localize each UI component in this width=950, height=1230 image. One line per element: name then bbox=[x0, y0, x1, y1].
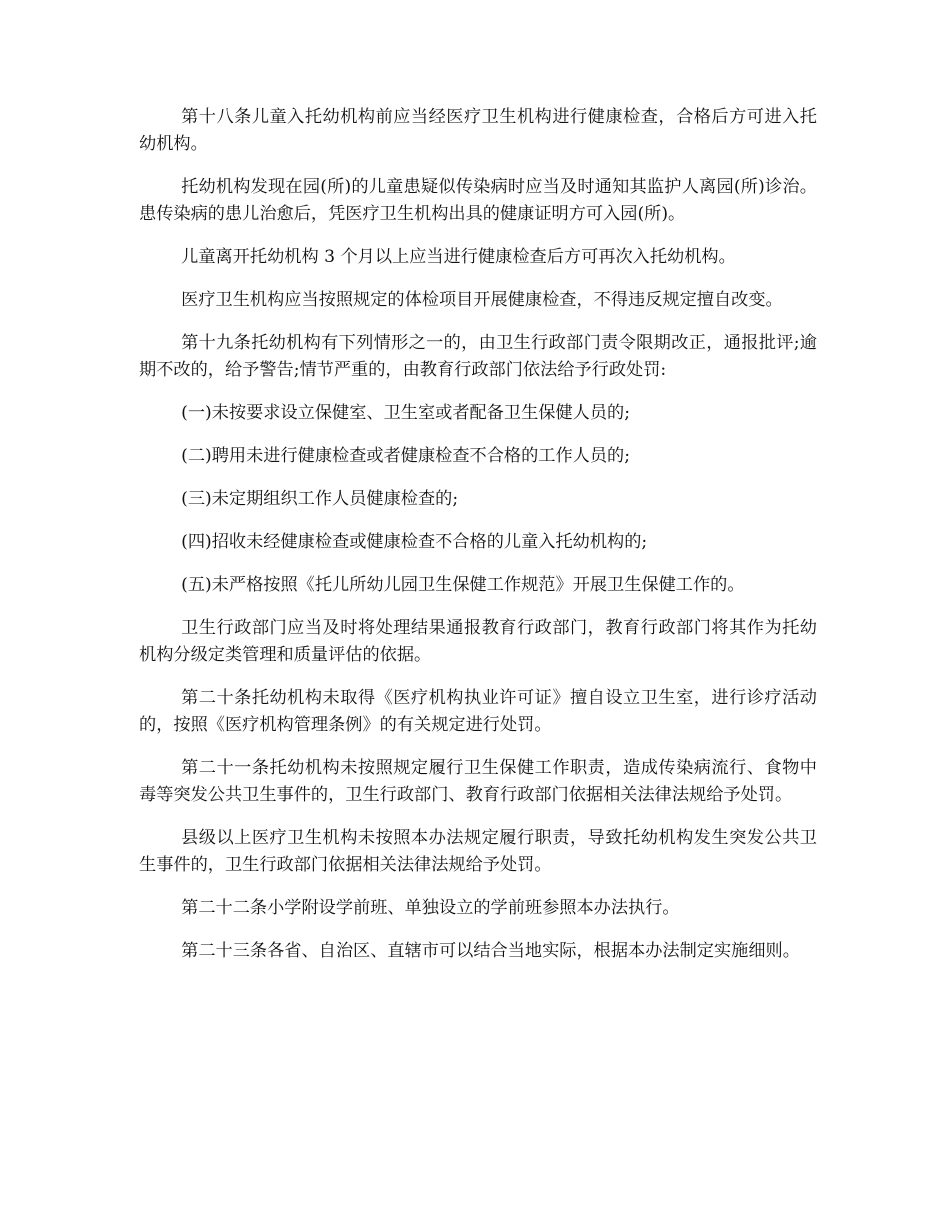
list-item-1: (一)未按要求设立保健室、卫生室或者配备卫生保健人员的; bbox=[181, 403, 631, 423]
paragraph-article-18: 第十八条儿童入托幼机构前应当经医疗卫生机构进行健康检查，合格后方可进入托幼机构。 bbox=[139, 107, 817, 154]
list-item-4: (四)招收未经健康检查或健康检查不合格的儿童入托幼机构的; bbox=[181, 532, 648, 552]
list-item-3: (三)未定期组织工作人员健康检查的; bbox=[181, 489, 459, 509]
paragraph-article-22: 第二十二条小学附设学前班、单独设立的学前班参照本办法执行。 bbox=[181, 898, 680, 918]
paragraph-county-level: 县级以上医疗卫生机构未按照本办法规定履行职责，导致托幼机构发生突发公共卫生事件的，卫生行政部门依据相关法律法规给予处罚。 bbox=[139, 828, 817, 875]
document-body bbox=[139, 104, 817, 981]
paragraph-article-21: 第二十一条托幼机构未按照规定履行卫生保健工作职责，造成传染病流行、食物中毒等突发公共卫生事件的，卫生行政部门、教育行政部门依据相关法律法规给予处罚。 bbox=[139, 758, 817, 805]
paragraph-absence-check: 儿童离开托幼机构 3 个月以上应当进行健康检查后方可再次入托幼机构。 bbox=[181, 247, 736, 267]
paragraph-exam-items: 医疗卫生机构应当按照规定的体检项目开展健康检查，不得违反规定擅自改变。 bbox=[181, 290, 783, 310]
paragraph-infectious-disease: 托幼机构发现在园(所)的儿童患疑似传染病时应当及时通知其监护人离园(所)诊治。患传染病的患儿治愈后，凭医疗卫生机构出具的健康证明方可入园(所)。 bbox=[139, 177, 817, 224]
paragraph-report-results: 卫生行政部门应当及时将处理结果通报教育行政部门，教育行政部门将其作为托幼机构分级定类管理和质量评估的依据。 bbox=[139, 618, 817, 665]
list-item-2: (二)聘用未进行健康检查或者健康检查不合格的工作人员的; bbox=[181, 446, 631, 466]
list-item-5: (五)未严格按照《托儿所幼儿园卫生保健工作规范》开展卫生保健工作的。 bbox=[181, 575, 745, 595]
paragraph-article-23: 第二十三条各省、自治区、直辖市可以结合当地实际，根据本办法制定实施细则。 bbox=[181, 941, 800, 961]
paragraph-article-20: 第二十条托幼机构未取得《医疗机构执业许可证》擅自设立卫生室，进行诊疗活动的，按照《医疗机构管理条例》的有关规定进行处罚。 bbox=[139, 688, 817, 735]
paragraph-article-19: 第十九条托幼机构有下列情形之一的，由卫生行政部门责令限期改正，通报批评;逾期不改的，给予警告;情节严重的，由教育行政部门依法给予行政处罚: bbox=[139, 333, 817, 380]
